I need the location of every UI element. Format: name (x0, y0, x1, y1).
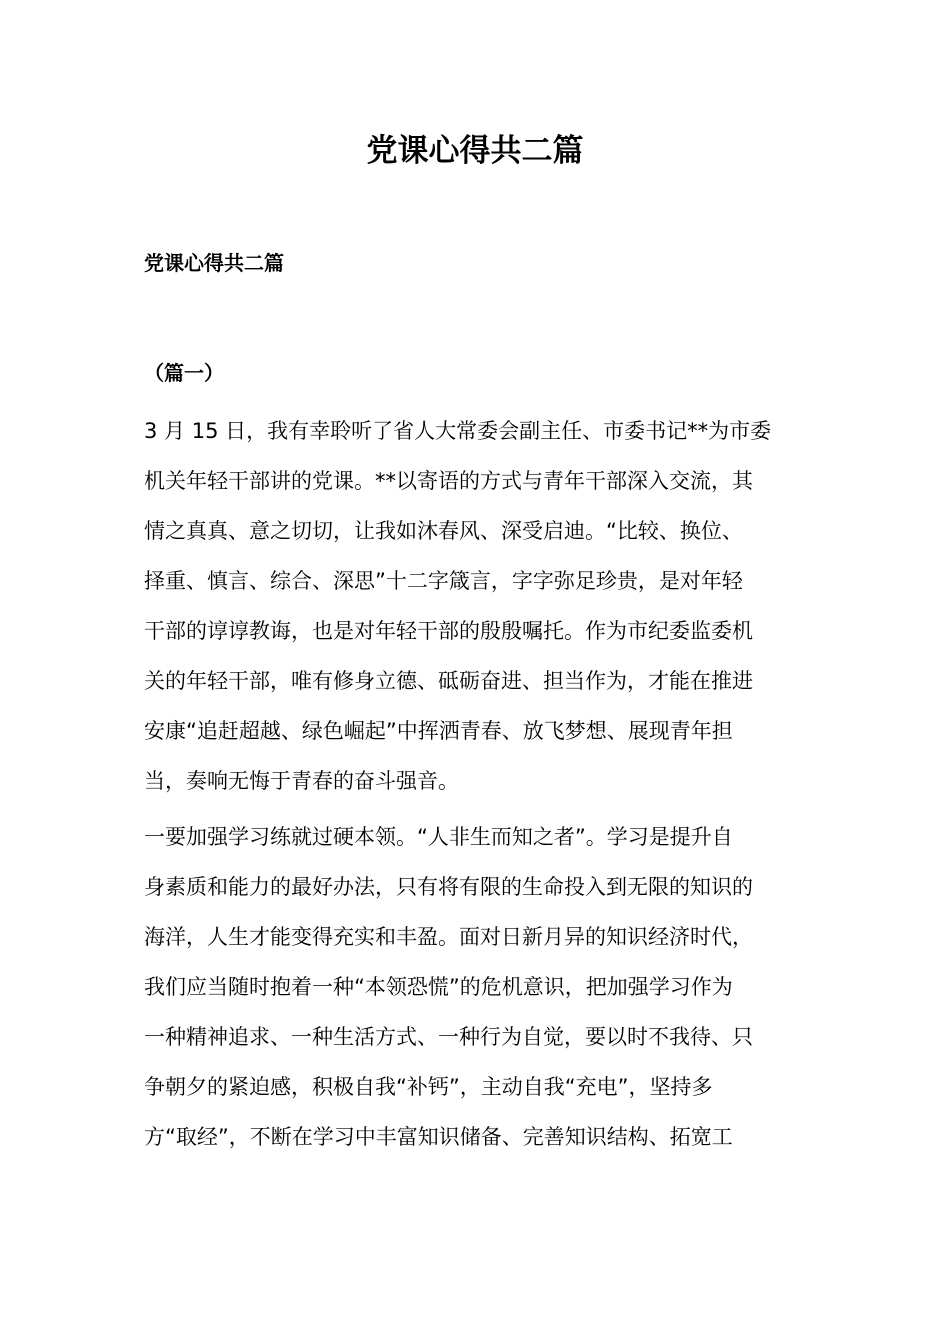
section-label: （篇一） (144, 361, 224, 385)
text-line: 一种精神追求、一种生活方式、一种行为自觉，要以时不我待、只 (144, 1025, 753, 1049)
text-line: 方“取经”，不断在学习中丰富知识储备、完善知识结构、拓宽工 (144, 1125, 733, 1149)
text-line: 干部的谆谆教诲，也是对年轻干部的殷殷嘱托。作为市纪委监委机 (144, 619, 753, 643)
text-line: 海洋，人生才能变得充实和丰盈。面对日新月异的知识经济时代， (144, 925, 753, 949)
text-line: 我们应当随时抱着一种“本领恐慌”的危机意识，把加强学习作为 (144, 975, 733, 999)
text-line: 当，奏响无悔于青春的奋斗强音。 (144, 769, 459, 793)
paragraph-2 (144, 812, 804, 1162)
text-line: 关的年轻干部，唯有修身立德、砥砺奋进、担当作为，才能在推进 (144, 669, 753, 693)
text-line: 情之真真、意之切切，让我如沐春风、深受启迪。“比较、换位、 (144, 519, 743, 543)
document-subheading: 党课心得共二篇 (144, 251, 284, 275)
text-line: 择重、慎言、综合、深思”十二字箴言，字字弥足珍贵，是对年轻 (144, 569, 743, 593)
text-line: 争朝夕的紧迫感，积极自我“补钙”，主动自我“充电”，坚持多 (144, 1075, 713, 1099)
text-line: 机关年轻干部讲的党课。**以寄语的方式与青年干部深入交流，其 (144, 469, 753, 493)
document-body (144, 406, 804, 1168)
paragraph-1 (144, 406, 804, 806)
text-line: 3 月 15 日，我有幸聆听了省人大常委会副主任、市委书记**为市委 (144, 419, 772, 443)
text-line: 安康“追赶超越、绿色崛起”中挥洒青春、放飞梦想、展现青年担 (144, 719, 733, 743)
text-line: 身素质和能力的最好办法，只有将有限的生命投入到无限的知识的 (144, 875, 753, 899)
document-title: 党课心得共二篇 (366, 133, 584, 169)
text-line: 一要加强学习练就过硬本领。“人非生而知之者”。学习是提升自 (144, 825, 733, 849)
